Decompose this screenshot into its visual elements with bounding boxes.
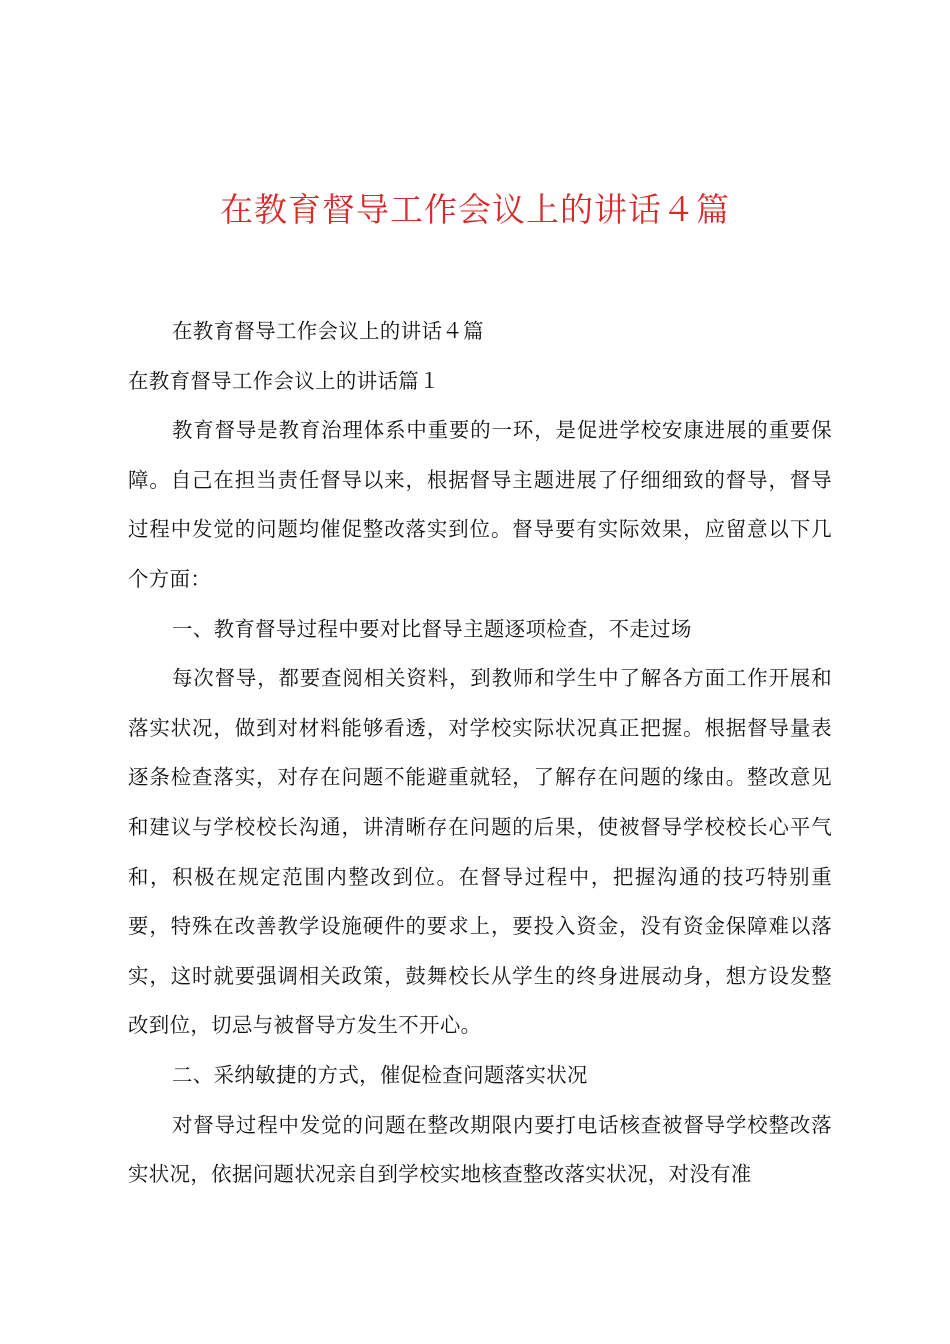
paragraph-point-two-heading: 二、采纳敏捷的方式，催促检查问题落实状况	[172, 1062, 588, 1087]
document-body	[128, 307, 832, 1200]
section-heading: 在教育督导工作会议上的讲话篇１	[128, 368, 440, 393]
paragraph-point-one-body: 每次督导，都要查阅相关资料，到教师和学生中了解各方面工作开展和落实状况，做到对材料能够看透，对学校实际状况真正把握。根据督导量表逐条检查落实，对存在问题不能避重就轻，了解存在问题的缘由。整改意见和建议与学校校长沟通，讲清晰存在问题的后果，使被督导学校校长心平气和，积极在规定范围内整改到位。在督导过程中，把握沟通的技巧特别重要，特殊在改善教学设施硬件的要求上，要投入资金，没有资金保障难以落实，这时就要强调相关政策，鼓舞校长从学生的终身进展动身，想方设发整改到位，切忌与被督导方发生不开心。	[128, 666, 832, 1038]
paragraph-point-one-heading: 一、教育督导过程中要对比督导主题逐项检查，不走过场	[172, 616, 692, 641]
paragraph-point-two-body: 对督导过程中发觉的问题在整改期限内要打电话核查被督导学校整改落实状况，依据问题状况亲自到学校实地核查整改落实状况，对没有准	[128, 1112, 832, 1187]
document-subtitle: 在教育督导工作会议上的讲话４篇	[172, 319, 484, 343]
document-title: 在教育督导工作会议上的讲话４篇	[220, 190, 730, 229]
paragraph-intro: 教育督导是教育治理体系中重要的一环，是促进学校安康进展的重要保障。自己在担当责任督导以来，根据督导主题进展了仔细细致的督导，督导过程中发觉的问题均催促整改落实到位。督导要有实际效果，应留意以下几个方面：	[128, 418, 832, 591]
